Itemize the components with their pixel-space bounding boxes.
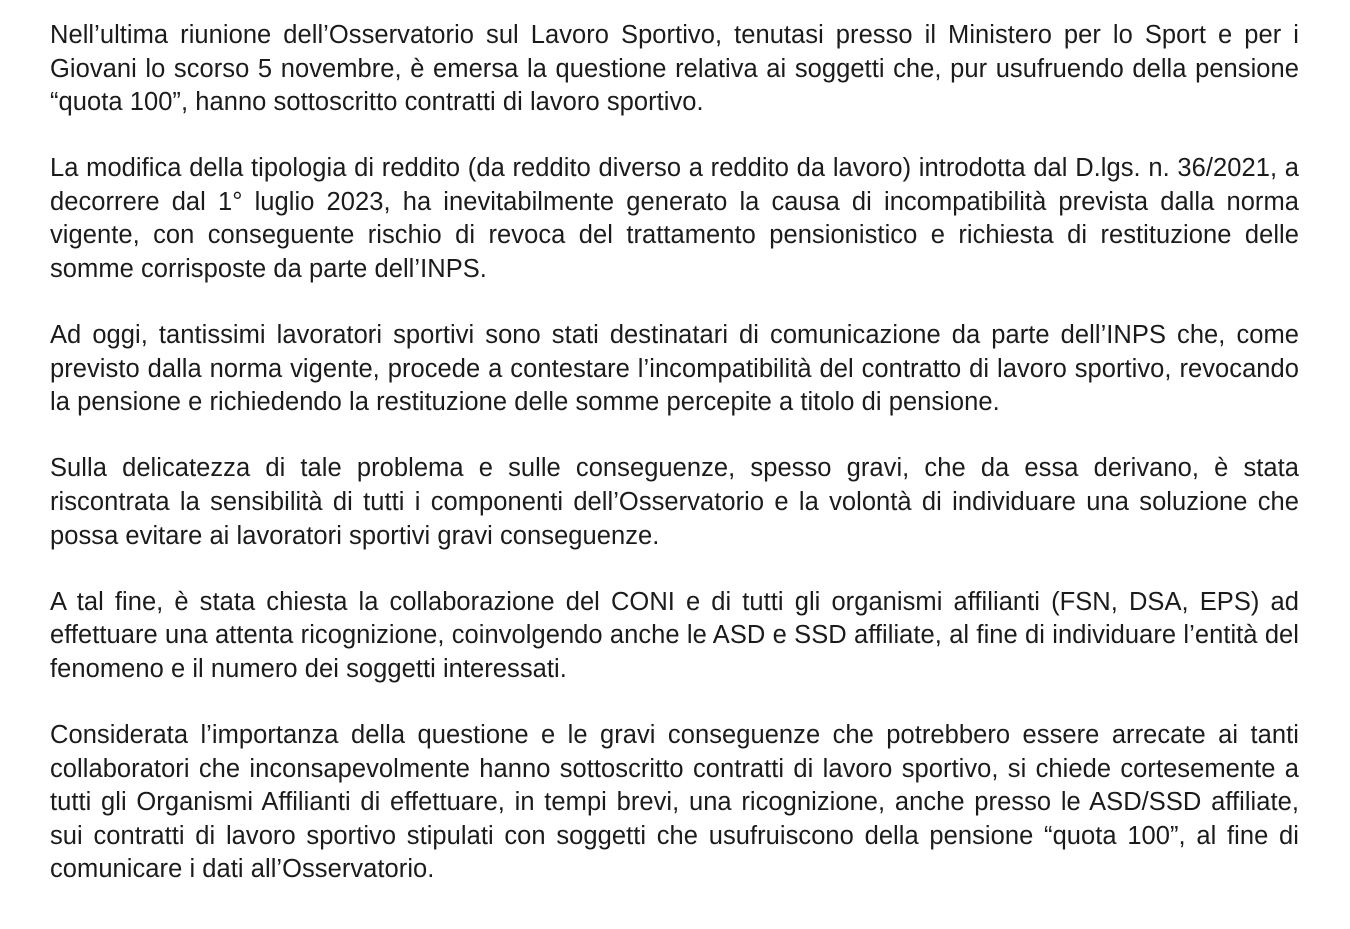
paragraph-osservatorio-meeting: Nell’ultima riunione dell’Osservatorio sul Lavoro Sportivo, tenutasi presso il Ministero per lo Sport e per i Giovani lo scorso 5 novembre, è emersa la questione relativa ai soggetti che, pur usufruendo della pensione “quota 100”, hanno sottoscritto contratti di lavoro sportivo. xyxy=(50,21,1299,117)
paragraph-problem-sensitivity: Sulla delicatezza di tale problema e sulle conseguenze, spesso gravi, che da essa derivano, è stata riscontrata la sensibilità di tutti i componenti dell’Osservatorio e la volontà di individuare una soluzione che possa evitare ai lavoratori sportivi gravi conseguenze. xyxy=(50,454,1299,550)
paragraph-income-type-change: La modifica della tipologia di reddito (da reddito diverso a reddito da lavoro) introdotta dal D.lgs. n. 36/2021, a decorrere dal 1° luglio 2023, ha inevitabilmente generato la causa di incompatibilità prevista dalla norma vigente, con conseguente rischio di revoca del trattamento pensionistico e richiesta di restituzione delle somme corrisposte da parte dell’INPS. xyxy=(50,154,1299,284)
document-body xyxy=(50,19,1299,887)
paragraph-inps-communications: Ad oggi, tantissimi lavoratori sportivi sono stati destinatari di comunicazione da parte dell’INPS che, come previsto dalla norma vigente, procede a contestare l’incompatibilità del contratto di lavoro sportivo, revocando la pensione e richiedendo la restituzione delle somme percepite a titolo di pensione. xyxy=(50,321,1299,417)
paragraph-survey-request: Considerata l’importanza della questione e le gravi conseguenze che potrebbero essere arrecate ai tanti collaboratori che inconsapevolmente hanno sottoscritto contratti di lavoro sportivo, si chiede cortesemente a tutti gli Organismi Affilianti di effettuare, in tempi brevi, una ricognizione, anche presso le ASD/SSD affiliate, sui contratti di lavoro sportivo stipulati con soggetti che usufruiscono della pensione “quota 100”, al fine di comunicare i dati all’Osservatorio. xyxy=(50,721,1299,884)
paragraph-coni-collaboration: A tal fine, è stata chiesta la collaborazione del CONI e di tutti gli organismi affilianti (FSN, DSA, EPS) ad effettuare una attenta ricognizione, coinvolgendo anche le ASD e SSD affiliate, al fine di individuare l’entità del fenomeno e il numero dei soggetti interessati. xyxy=(50,587,1299,683)
